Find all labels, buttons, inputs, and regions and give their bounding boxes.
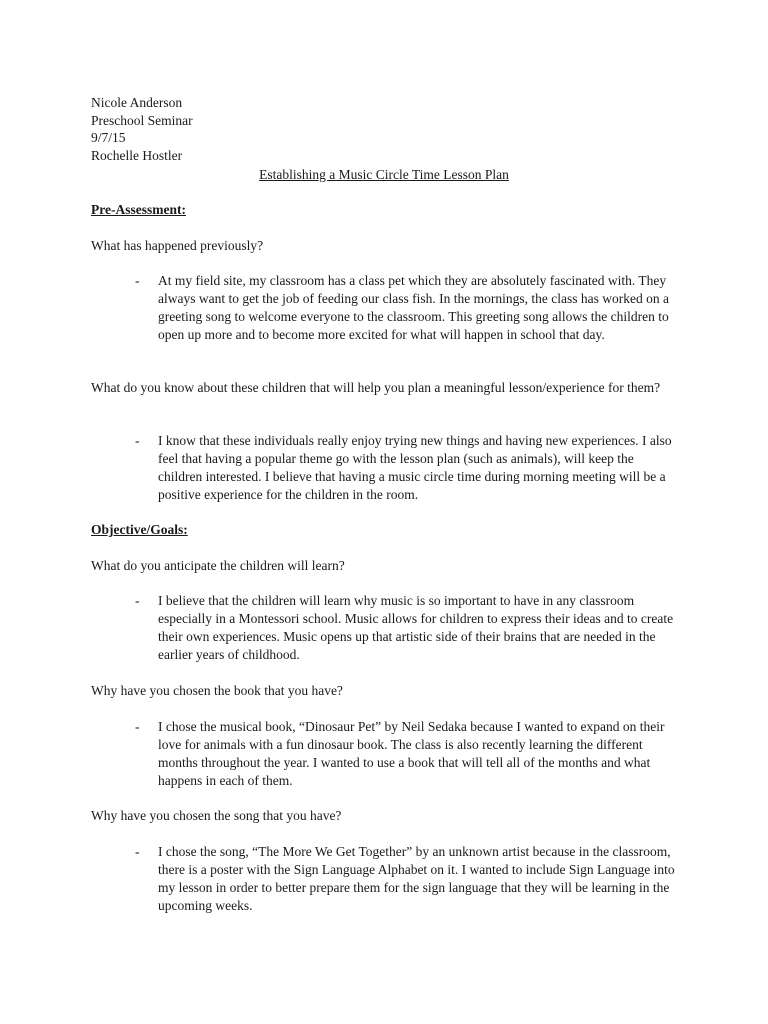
bullet-dash: - <box>135 719 140 734</box>
instructor-name: Rochelle Hostler <box>91 147 183 163</box>
bullet-dash: - <box>135 593 140 608</box>
answer-text: At my field site, my classroom has a class pet which they are absolutely fascinated with. They always want to get the job of feeding our class fish. In the mornings, the class has worked on a greeting song to welcome everyone to the classroom. This greeting song allows the children to open up more and to become more excited for what will happen in school that day. <box>158 273 670 342</box>
course-name: Preschool Seminar <box>91 112 193 128</box>
bullet-dash: - <box>135 273 140 288</box>
question-previously: What has happened previously? <box>91 238 264 253</box>
author-name: Nicole Anderson <box>91 95 183 110</box>
answer-text: I chose the musical book, “Dinosaur Pet” by Neil Sedaka because I wanted to expand on their love for animals with a fun dinosaur book. The class is also recently learning the different months throughout the year. I wanted to use a book that will tell all of the months and what happens in each of them. <box>158 719 665 788</box>
bullet-dash: - <box>135 844 140 859</box>
question-song: Why have you chosen the song that you have? <box>91 808 342 823</box>
question-book: Why have you chosen the book that you have? <box>91 683 343 698</box>
pre-assessment-heading: Pre-Assessment: <box>91 202 186 217</box>
objectives-heading: Objective/Goals: <box>91 522 188 537</box>
question-anticipate: What do you anticipate the children will learn? <box>91 558 345 573</box>
bullet-dash: - <box>135 433 140 448</box>
answer-text: I know that these individuals really enjoy trying new things and having new experiences. I also feel that having a popular theme go with the lesson plan (such as animals), will keep the children interested. I believe that having a music circle time during morning meeting will be a positive experience for the children in the room. <box>158 433 672 502</box>
document-title: Establishing a Music Circle Time Lesson Plan <box>259 167 509 182</box>
document-date: 9/7/15 <box>91 130 126 145</box>
answer-know-children <box>135 432 675 504</box>
answer-song <box>135 843 675 915</box>
answer-book <box>135 718 675 790</box>
answer-anticipate <box>135 592 675 664</box>
answer-text: I believe that the children will learn why music is so important to have in any classroom especially in a Montessori school. Music allows for children to express their ideas and to create their own experiences. Music opens up that artistic side of their brains that are needed in the earlier years of childhood. <box>158 593 674 662</box>
answer-text: I chose the song, “The More We Get Together” by an unknown artist because in the classroom, there is a poster with the Sign Language Alphabet on it. I wanted to include Sign Language into my lesson in order to better prepare them for the sign language that they will be learning in the upcoming weeks. <box>158 844 675 913</box>
question-know-children: What do you know about these children that will help you plan a meaningful lesson/experience for them? <box>91 380 661 395</box>
answer-previously <box>135 272 675 344</box>
